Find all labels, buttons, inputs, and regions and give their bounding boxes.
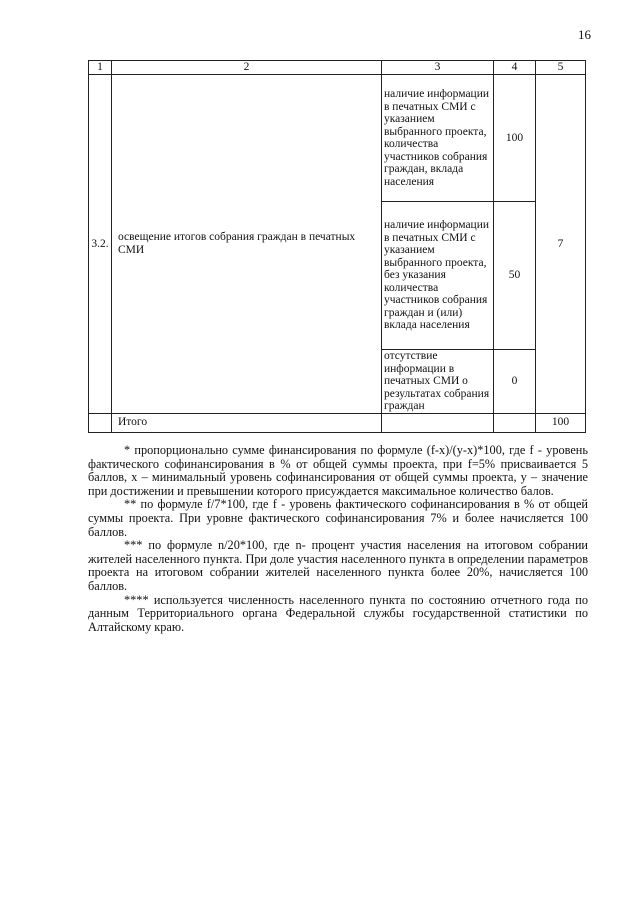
header-cell: 3 [382, 61, 494, 75]
footnotes [88, 444, 588, 634]
table-row [89, 75, 586, 202]
header-cell: 4 [494, 61, 536, 75]
criterion-weight: 7 [536, 75, 586, 414]
option-points: 0 [494, 350, 536, 414]
option-condition: наличие информации в печатных СМИ с указанием выбранного проекта, количества участников собрания граждан, вклада населения [382, 75, 494, 202]
table-total-row [89, 413, 586, 432]
total-value: 100 [536, 413, 586, 432]
header-cell: 1 [89, 61, 112, 75]
row-number: 3.2. [89, 75, 112, 414]
empty-cell [89, 413, 112, 432]
empty-cell [494, 413, 536, 432]
footnote: **** используется численность населенного пункта по состоянию отчетного года по данным Территориального органа Федеральной службы государственной статистики по Алтайскому краю. [88, 592, 588, 634]
footnote: ** по формуле f/7*100, где f - уровень фактического софинансирования в % от общей суммы проекта. При уровне фактического софинансирования 7% и более начисляется 100 баллов. [88, 497, 588, 539]
footnote: *** по формуле n/20*100, где n- процент участия населения на итоговом собрании жителей населенного пункта. При доле участия населенного пункта в определении параметров проекта на итоговом собрании жителей населенного пункта более 20%, начисляется 100 баллов. [88, 538, 588, 593]
header-cell: 5 [536, 61, 586, 75]
header-cell: 2 [112, 61, 382, 75]
option-condition: наличие информации в печатных СМИ с указанием выбранного проекта, без указания количества участников собрания граждан и (или) вклада населения [382, 202, 494, 350]
total-label: Итого [112, 413, 382, 432]
option-points: 100 [494, 75, 536, 202]
option-condition: отсутствие информации в печатных СМИ о результатах собрания граждан [382, 350, 494, 414]
criteria-table [88, 60, 586, 433]
criterion-text: освещение итогов собрания граждан в печатных СМИ [112, 75, 382, 414]
table-header-row [89, 61, 586, 75]
option-points: 50 [494, 202, 536, 350]
page-number: 16 [578, 27, 591, 42]
footnote: * пропорционально сумме финансирования по формуле (f-x)/(y-x)*100, где f - уровень фактического софинансирования в % от общей суммы проекта, при f=5% присваивается 5 баллов, x – минимальный уровень софинансирования от общей суммы проекта, y – значение при достижении и превышении которого присуждается максимальное количество балов. [88, 443, 588, 498]
empty-cell [382, 413, 494, 432]
